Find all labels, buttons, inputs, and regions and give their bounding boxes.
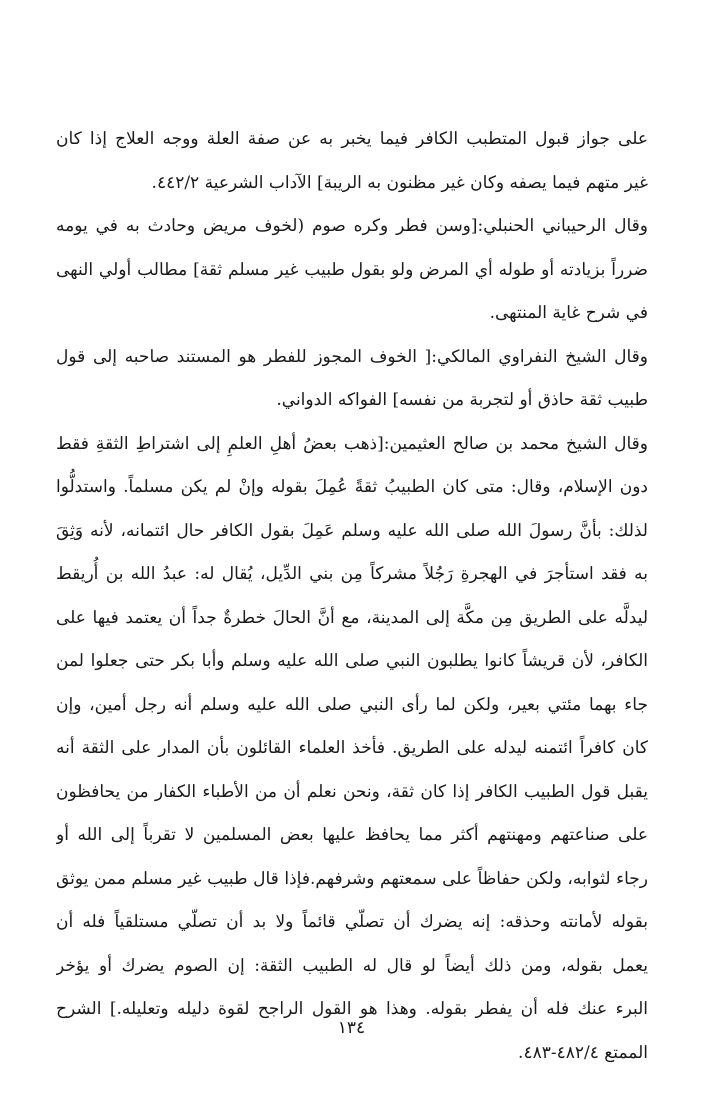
text-line: كان كافراً ائتمنه ليدله على الطريق. فأخذ العلماء القائلون بأن المدار على الثقة أنه <box>56 738 648 758</box>
text-line: وقال الشيخ النفراوي المالكي:[ الخوف المجوز للفطر هو المستند صاحبه إلى قول <box>56 346 648 367</box>
text-line: ضرراً بزيادته أو طوله أي المرض ولو بقول طبيب غير مسلم ثقة] مطالب أولي النهى <box>56 259 648 280</box>
text-line: غير متهم فيما يصفه وكان غير مظنون به الريبة] الآداب الشرعية ٤٤٢/٢. <box>151 172 648 193</box>
text-line: بقوله لأمانته وحذقه: إنه يضرك أن تصلّي قائماً ولا بد أن تصلّي مستلقياً فله أن <box>56 912 648 932</box>
text-line: على جواز قبول المتطبب الكافر فيما يخبر به عن صفة العلة ووجه العلاج إذا كان <box>56 129 648 149</box>
text-line: طبيب ثقة حاذق أو لتجربة من نفسه] الفواكه الدواني. <box>276 390 648 410</box>
text-line: دون الإسلام، وقال: متى كان الطبيبُ ثقةً عُمِلَ بقوله وإنْ لم يكن مسلماً. واستدلُّوا <box>56 477 648 497</box>
text-line: ليدلَّه على الطريق مِن مكَّة إلى المدينة، مع أنَّ الحالَ خطرةٌ جداً أن يعتمد فيها على <box>56 607 648 628</box>
text-line: وقال الشيخ محمد بن صالح العثيمين:[ذهب بعضُ أهلِ العلمِ إلى اشتراطِ الثقةِ فقط <box>56 433 648 454</box>
text-line: به فقد استأجرَ في الهجرةِ رَجُلاً مشركاً مِن بني الدِّيل، يُقال له: عبدُ الله بن أُريقط <box>56 564 648 584</box>
text-line: في شرح غاية المنتهى. <box>489 303 648 323</box>
text-line: على صناعتهم ومهنتهم أكثر مما يحافظ عليها بعض المسلمين لا تقرباً إلى الله أو <box>56 825 648 845</box>
page-number: ١٣٤ <box>337 1018 366 1038</box>
text-line: الكافر، لأن قريشاً كانوا يطلبون النبي صلى الله عليه وسلم وأبا بكر حتى جعلوا لمن <box>56 651 648 671</box>
body-text <box>56 118 648 1075</box>
text-line: الممتع ٤٨٢/٤-٤٨٣. <box>518 1042 648 1063</box>
text-line: يعمل بقوله، ومن ذلك أيضاً لو قال له الطبيب الثقة: إن الصوم يضرك أو يؤخر <box>56 955 648 976</box>
text-line: جاء بهما مئتي بعير، ولكن لما رأى النبي صلى الله عليه وسلم أنه رجل أمين، وإن <box>56 694 648 715</box>
text-line: رجاء لثوابه، ولكن حفاظاً على سمعتهم وشرفهم.فإذا قال طبيب غير مسلم ممن يوثق <box>56 868 648 889</box>
text-line: لذلك: بأنَّ رسولَ الله صلى الله عليه وسلم عَمِلَ بقول الكافر حال ائتمانه، لأنه وَثِقَ <box>56 520 648 541</box>
text-line: البرء عنك فله أن يفطر بقوله. وهذا هو القول الراجح لقوة دليله وتعليله.] الشرح <box>56 999 648 1019</box>
text-line: وقال الرحيباني الحنبلي:[وسن فطر وكره صوم (لخوف مريض وحادث به في يومه <box>56 216 648 236</box>
text-line: يقبل قول الطبيب الكافر إذا كان ثقة، ونحن نعلم أن من الأطباء الكفار من يحافظون <box>56 781 648 802</box>
